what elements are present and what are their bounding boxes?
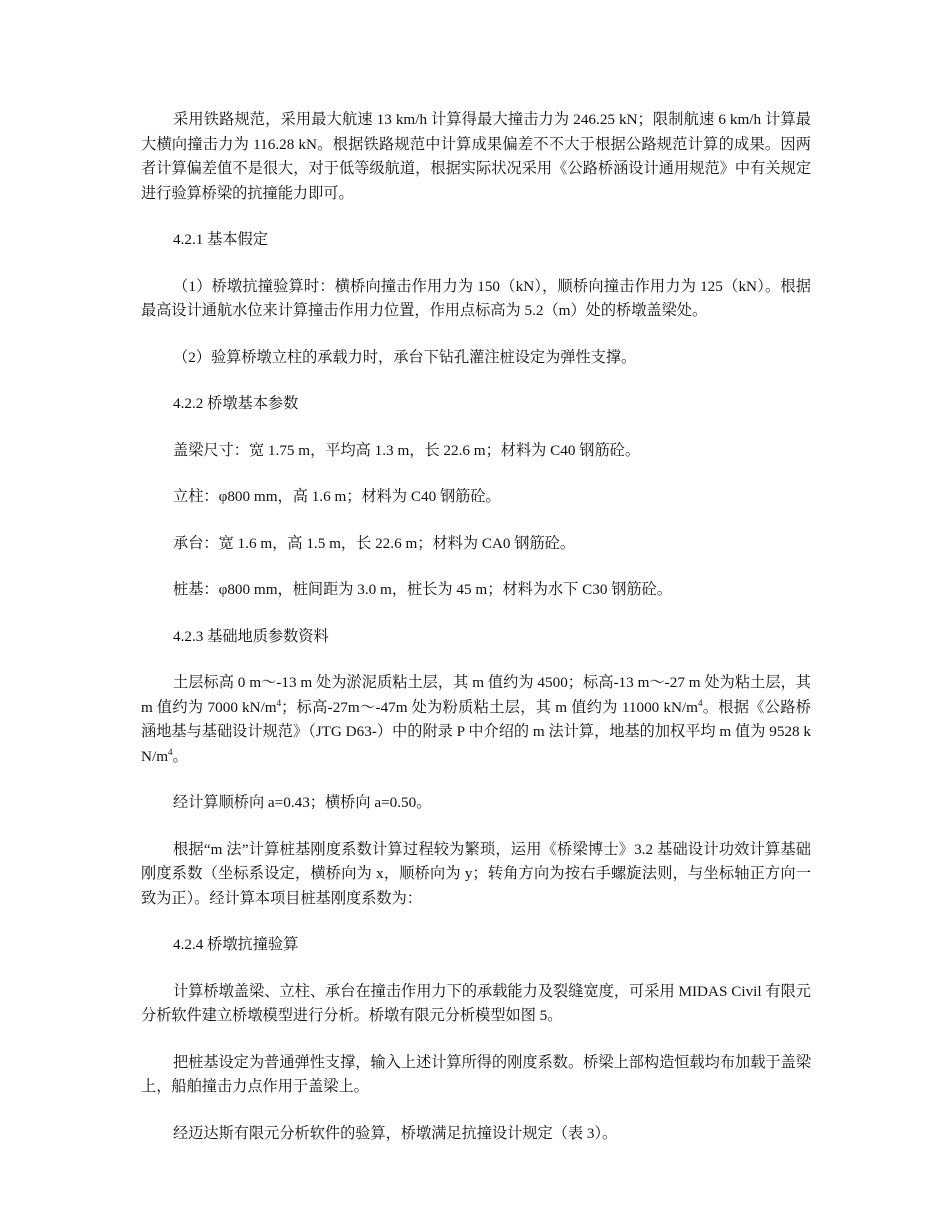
paragraph-conclusion: 经迈达斯有限元分析软件的验算，桥墩满足抗撞设计规定（表 3）。 [173, 1124, 618, 1142]
soil-text-c: 。根据《公路桥涵地基与基础设计规范》（JTG D63-）中的附录 P 中介绍的 m 法计算，地基的加权平均 m 值为 9528 kN/m [141, 698, 811, 765]
superscript-1: 4 [276, 697, 282, 708]
paragraph-soil-layers [141, 671, 811, 769]
paragraph-pile-foundation: 桩基：φ800 mm，桩间距为 3.0 m，桩长为 45 m；材料为水下 C30 钢筋砼。 [173, 581, 672, 598]
paragraph-midas-analysis: 计算桥墩盖梁、立柱、承台在撞击作用力下的承载能力及裂缝宽度，可采用 MIDAS Civil 有限元分析软件建立桥墩模型进行分析。桥墩有限元分析模型如图 5。 [141, 982, 811, 1024]
section-heading-4-2-1: 4.2.1 基本假定 [173, 231, 268, 248]
paragraph-m-method: 根据“m 法”计算桩基刚度系数计算过程较为繁琐，运用《桥梁博士》3.2 基础设计功效计算基础刚度系数（坐标系设定，横桥向为 x，顺桥向为 y；转角方向为按右手螺旋法则，与坐标轴正方向一致为正）。经计算本项目桩基刚度系数为： [141, 840, 811, 907]
section-heading-4-2-4: 4.2.4 桥墩抗撞验算 [173, 936, 299, 953]
superscript-3: 4 [168, 746, 173, 757]
paragraph-coefficients: 经计算顺桥向 a=0.43；横桥向 a=0.50。 [173, 794, 432, 811]
paragraph-column: 立柱：φ800 mm，高 1.6 m；材料为 C40 钢筋砼。 [173, 488, 501, 505]
paragraph-railway-spec: 采用铁路规范，采用最大航速 13 km/h 计算得最大撞击力为 246.25 kN；限制航速 6 km/h 计算最大横向撞击力为 116.28 kN。根据铁路规范中计算成果偏差不不大于根据公路规范计算的成果。因两者计算偏差值不是很大，对于低等级航道，根据实际状况采用《公路桥涵设计通用规范》中有关规定进行验算桥梁的抗撞能力即可。 [141, 111, 811, 202]
paragraph-elastic-support: 把桩基设定为普通弹性支撑，输入上述计算所得的刚度系数。桥梁上部构造恒载均布加载于盖梁上，船舶撞击力点作用于盖梁上。 [141, 1053, 811, 1095]
paragraph-assumption-2: （2）验算桥墩立柱的承载力时，承台下钻孔灌注桩设定为弹性支撑。 [173, 348, 637, 366]
section-heading-4-2-3: 4.2.3 基础地质参数资料 [173, 627, 329, 645]
paragraph-pile-cap: 承台：宽 1.6 m，高 1.5 m，长 22.6 m；材料为 CA0 钢筋砼。 [173, 534, 576, 552]
paragraph-assumption-1: （1）桥墩抗撞验算时：横桥向撞击作用力为 150（kN），顺桥向撞击作用力为 125（kN）。根据最高设计通航水位来计算撞击作用力位置，作用点标高为 5.2（m）处的桥墩盖梁处。 [141, 277, 811, 319]
document-page [141, 108, 811, 1168]
soil-text-b: ；标高-27m～-47m 处为粉质粘土层，其 m 值约为 11000 kN/m [281, 698, 698, 716]
section-heading-4-2-2: 4.2.2 桥墩基本参数 [173, 395, 299, 412]
soil-text-d: 。 [172, 747, 188, 765]
superscript-2: 4 [697, 697, 703, 708]
paragraph-cap-beam: 盖梁尺寸：宽 1.75 m，平均高 1.3 m，长 22.6 m；材料为 C40 钢筋砼。 [173, 441, 641, 459]
soil-text-a: 土层标高 0 m～-13 m 处为淤泥质粘土层，其 m 值约为 4500；标高-13 m～-27 m 处为粘土层，其 m 值约为 7000 kN/m [141, 674, 811, 716]
